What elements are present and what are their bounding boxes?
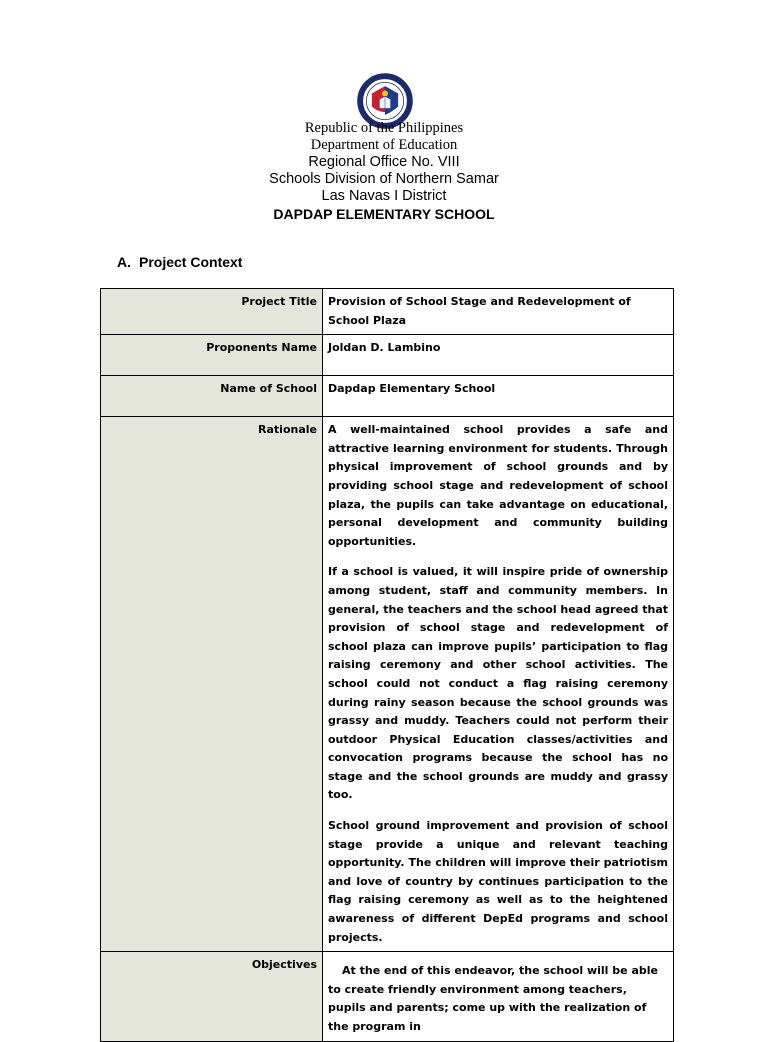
section-title: Project Context [139,254,243,270]
rationale-paragraph-3: School ground improvement and provision of school stage provide a unique and relevant teaching opportunity. The children will improve their patriotism and love of country by continues participation to the flag raising ceremony as well as to the heightened awareness of different DepEd programs and school projects. [328,819,668,944]
table-row [101,417,674,952]
regional-office-line: Regional Office No. VIII [308,154,460,170]
republic-line: Republic of the Philippines [304,120,464,136]
table-row [101,952,674,1041]
project-context-table [100,288,674,1042]
table-row [101,376,674,417]
objectives-label: Objectives [101,952,323,1041]
division-line: Schools Division of Northern Samar [269,171,499,187]
rationale-paragraph-1: A well-maintained school provides a safe and attractive learning environment for students. Through physical improvement of school grounds and by providing school stage and redevelopment of school plaza, the pupils can take advantage on educational, personal development and community building opportunities. [328,423,668,548]
proponents-name-value: Joldan D. Lambino [323,335,674,376]
project-title-value: Provision of School Stage and Redevelopment of School Plaza [323,289,674,335]
objectives-value [323,952,674,1041]
table-row [101,335,674,376]
table-row [101,289,674,335]
school-name-heading: DAPDAP ELEMENTARY SCHOOL [273,206,495,222]
name-of-school-value: Dapdap Elementary School [323,376,674,417]
district-line: Las Navas I District [321,188,447,204]
section-letter: A. [117,254,131,270]
rationale-paragraph-2: If a school is valued, it will inspire pride of ownership among student, staff and community members. In general, the teachers and the school head agreed that provision of school stage and redevelopment of school plaza can improve pupils’ participation to flag raising ceremony and other school activities. The school could not conduct a flag raising ceremony during rainy season because the school grounds was grassy and muddy. Teachers could not perform their outdoor Physical Education classes/activities and convocation programs because the school has no stage and the school grounds are muddy and grassy too. [328,565,668,802]
proponents-name-label: Proponents Name [101,335,323,376]
project-title-label: Project Title [101,289,323,335]
department-line: Department of Education [310,137,458,153]
objectives-text: At the end of this endeavor, the school will be able to create friendly environment among teachers, pupils and parents; come up with the realization of the program in [328,964,658,1033]
section-heading [117,254,242,270]
rationale-label: Rationale [101,417,323,952]
document-header [0,120,768,223]
rationale-value [323,417,674,952]
name-of-school-label: Name of School [101,376,323,417]
